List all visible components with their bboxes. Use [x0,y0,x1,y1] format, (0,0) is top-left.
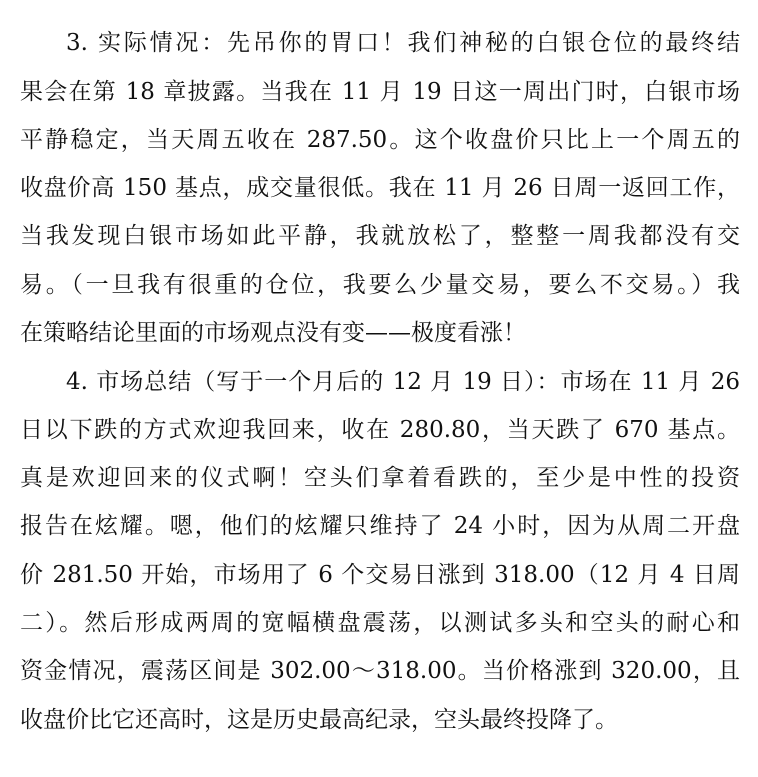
text-line: 3. 实际情况：先吊你的胃口！我们神秘的白银仓位的最终结 [66,30,740,56]
text-line: 果会在第 18 章披露。当我在 11 月 19 日这一周出门时，白银市场 [20,79,740,105]
text-line: 资金情况，震荡区间是 302.00～318.00。当价格涨到 320.00，且 [20,658,740,684]
text-line: 二）。然后形成两周的宽幅横盘震荡，以测试多头和空头的耐心和 [20,610,740,636]
text-line: 真是欢迎回来的仪式啊！空头们拿着看跌的，至少是中性的投资 [20,465,740,491]
text-line: 当我发现白银市场如此平静，我就放松了，整整一周我都没有交 [20,223,740,249]
text-line: 价 281.50 开始，市场用了 6 个交易日涨到 318.00（12 月 4 日周 [20,562,740,588]
text-line: 日以下跌的方式欢迎我回来，收在 280.80，当天跌了 670 基点。 [20,417,740,443]
text-line: 4. 市场总结（写于一个月后的 12 月 19 日）：市场在 11 月 26 [66,369,740,395]
text-line: 收盘价比它还高时，这是历史最高纪录，空头最终投降了。 [20,707,618,733]
text-line: 收盘价高 150 基点，成交量很低。我在 11 月 26 日周一返回工作， [20,175,740,201]
text-line: 报告在炫耀。嗯，他们的炫耀只维持了 24 小时，因为从周二开盘 [20,513,740,539]
text-line: 易。（一旦我有很重的仓位，我要么少量交易，要么不交易。）我 [20,272,740,298]
text-line: 平静稳定，当天周五收在 287.50。这个收盘价只比上一个周五的 [20,127,740,153]
text-line: 在策略结论里面的市场观点没有变——极度看涨！ [20,320,526,346]
